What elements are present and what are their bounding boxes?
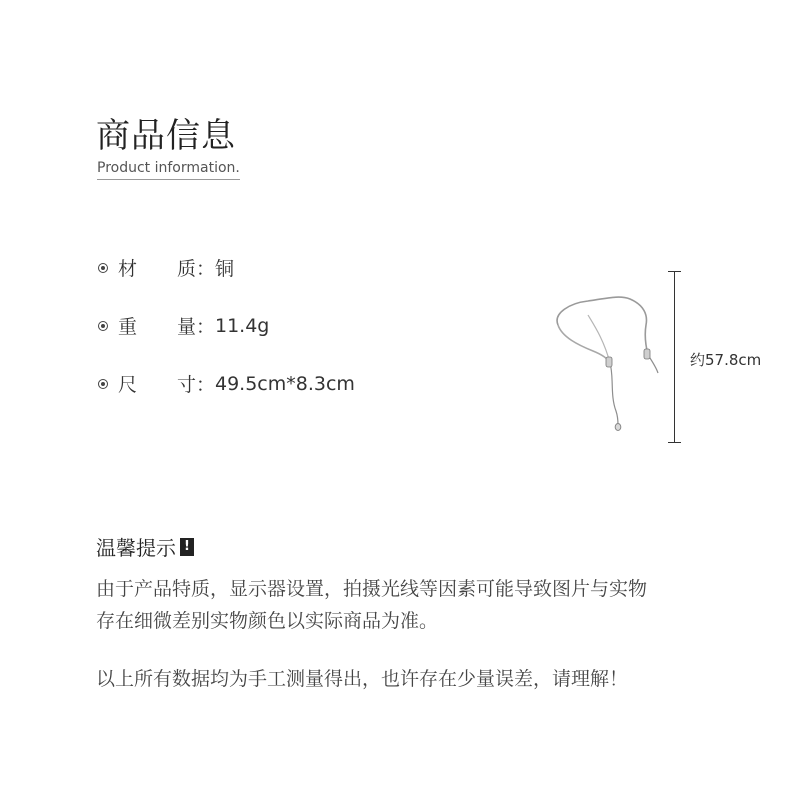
spec-row-weight [98, 312, 269, 339]
dimension-cap-top [668, 271, 681, 272]
dimension-label: 约57.8cm [690, 351, 762, 369]
spec-label: 材 质： [118, 258, 215, 280]
page-title: 商品信息 [96, 116, 236, 156]
spec-value: 49.5cm*8.3cm [215, 372, 355, 395]
spec-row-size [98, 370, 355, 397]
bullet-icon [98, 379, 108, 389]
page-subtitle: Product information. [97, 160, 240, 180]
dimension-cap-bottom [668, 442, 681, 443]
spec-value: 11.4g [215, 314, 270, 337]
notice-title: 温馨提示 [96, 536, 176, 560]
spec-label: 尺 寸： [118, 374, 215, 396]
spec-label: 重 量： [118, 316, 215, 338]
necklace-illustration [548, 285, 668, 435]
bullet-icon [98, 321, 108, 331]
bullet-icon [98, 263, 108, 273]
notice-line-3: 以上所有数据均为手工测量得出，也许存在少量误差，请理解！ [96, 668, 629, 690]
spec-value: 铜 [215, 258, 235, 280]
notice-line-2: 存在细微差别实物颜色以实际商品为准。 [96, 610, 439, 632]
exclamation-icon: ! [180, 538, 194, 556]
spec-row-material [98, 254, 234, 281]
notice-line-1: 由于产品特质，显示器设置，拍摄光线等因素可能导致图片与实物 [96, 578, 648, 600]
dimension-line [674, 271, 675, 443]
notice-heading [96, 532, 194, 561]
